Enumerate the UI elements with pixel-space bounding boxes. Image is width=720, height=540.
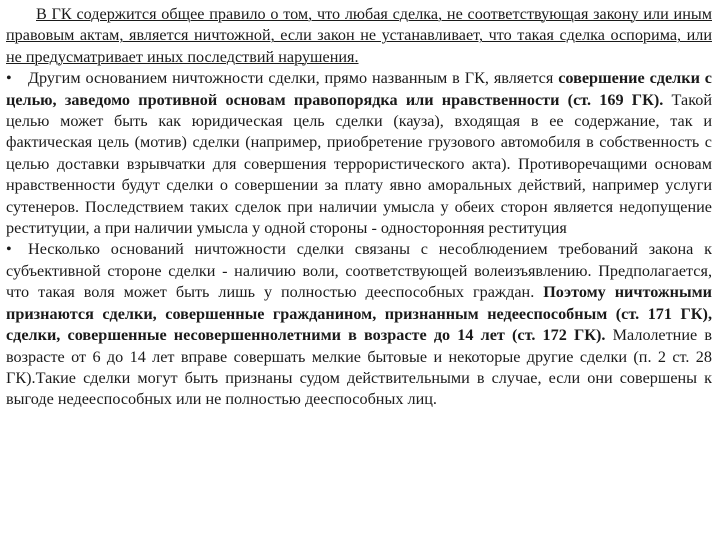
paragraph-intro-text: Несколько оснований ничтожности сделки связаны с несоблюдением требований закона к субъективной стороне сделки - наличию воли, соответствующей волеизъявлению. Предполагается, что такая воля может быть лишь у полностью дееспособных граждан. (6, 240, 712, 302)
paragraph-intro-text: Другим основанием ничтожности сделки, прямо названным в ГК, является (28, 69, 559, 88)
paragraph-body-text: Малолетние в возрасте от 6 до 14 лет вправе совершать мелкие бытовые и некоторые другие сделки (п. 2 ст. 28 ГК).Такие сделки могут быть признаны судом действительными в случае, если они совершены к выгоде недееспособных или не полностью дееспособных лиц. (6, 326, 712, 409)
bullet-icon: • (6, 69, 12, 88)
paragraph-subjective-side (6, 239, 712, 410)
paragraph-general-rule (6, 4, 712, 68)
slide-text-body (6, 4, 712, 411)
bold-text: Поэтому ничтожными признаются сделки, совершенные гражданином, признанным недееспособным (ст. 171 ГК), сделки, совершенные несовершеннолетними в возрасте до 14 лет (ст. 172 ГК). (6, 283, 712, 345)
bullet-icon: • (6, 240, 12, 259)
paragraph-immoral-purpose (6, 68, 712, 239)
underlined-text: В ГК содержится общее правило о том, что любая сделка, не соответствующая закону или иным правовым актам, является ничтожной, если закон не устанавливает, что такая сделка оспорима, или не предусматривает иных последствий нарушения. (6, 5, 712, 66)
bold-text: совершение сделки с целью, заведомо противной основам правопорядка или нравственности (ст. 169 ГК). (6, 69, 712, 109)
paragraph-body-text: Такой целью может быть как юридическая цель сделки (кауза), входящая в ее содержание, так и фактическая цель (мотив) сделки (например, приобретение грузового автомобиля в собственность с целью доставки взрывчатки для совершения террористического акта). Противоречащими основам нравственности будут сделки о совершении за плату явно аморальных действий, например услуги сутенеров. Последствием таких сделок при наличии умысла у обеих сторон является недопущение реституции, а при наличии умысла у одной стороны - односторонняя реституция (6, 90, 712, 238)
